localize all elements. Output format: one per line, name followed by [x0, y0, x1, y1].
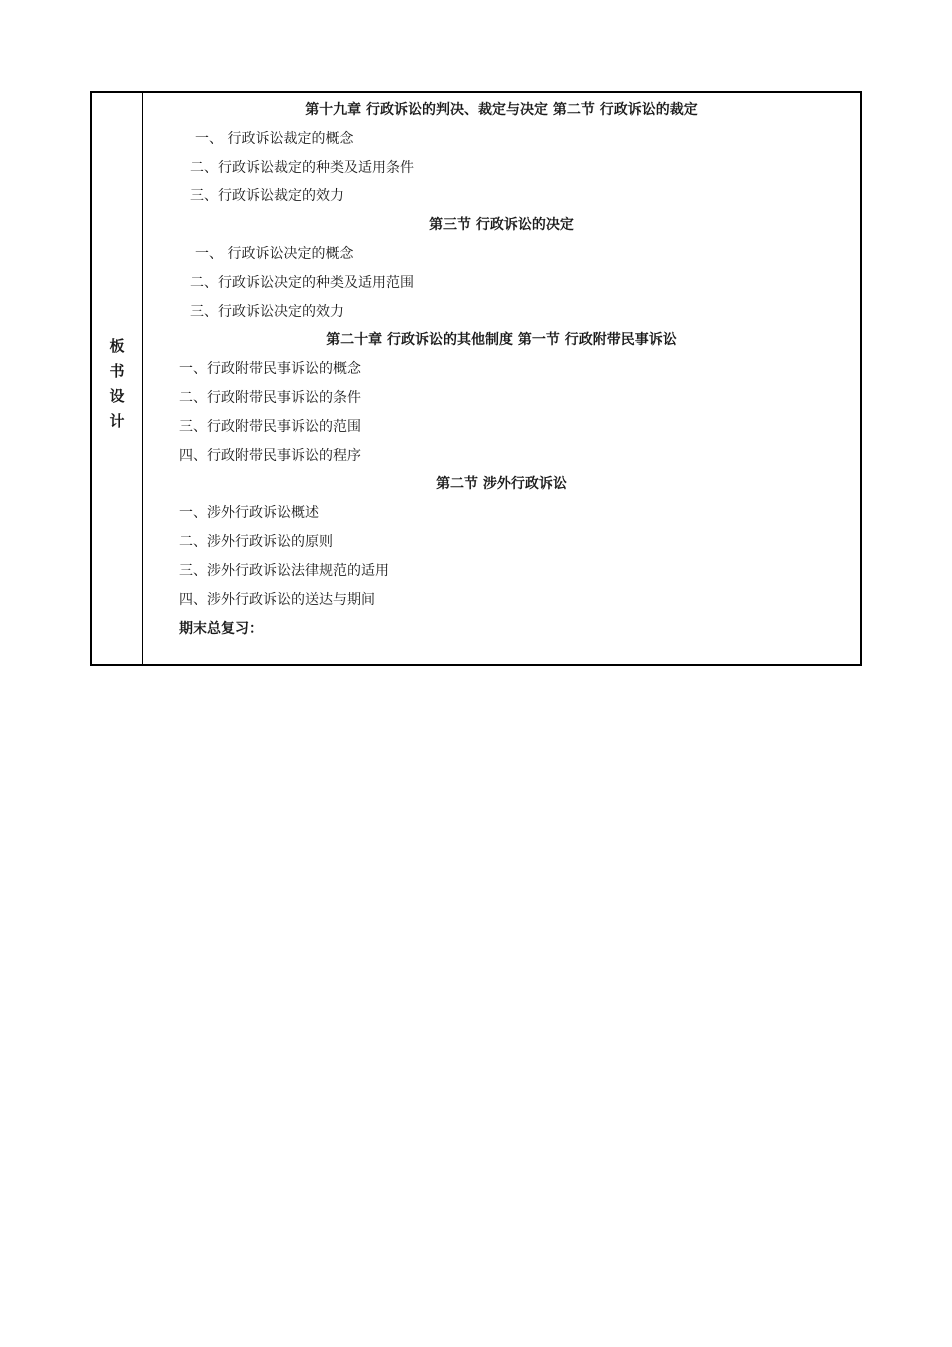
section-3-heading: 第三节 行政诉讼的决定 — [429, 217, 574, 233]
list-item: 一、 行政诉讼裁定的概念 — [195, 131, 354, 147]
list-item: 四、行政附带民事诉讼的程序 — [179, 448, 361, 464]
section-2-foreign-heading: 第二节 涉外行政诉讼 — [436, 476, 567, 492]
side-label-cell — [92, 93, 143, 664]
list-item: 二、行政诉讼决定的种类及适用范围 — [190, 275, 414, 291]
list-item: 二、行政诉讼裁定的种类及适用条件 — [190, 160, 414, 176]
side-label-char: 计 — [109, 411, 125, 430]
list-item: 三、行政诉讼决定的效力 — [190, 304, 344, 320]
side-label-char: 设 — [109, 386, 125, 405]
board-design-table — [90, 91, 862, 666]
side-label-char: 书 — [109, 361, 125, 380]
chapter-19-heading: 第十九章 行政诉讼的判决、裁定与决定 第二节 行政诉讼的裁定 — [305, 102, 698, 118]
side-label-char: 板 — [109, 336, 125, 355]
list-item: 三、涉外行政诉讼法律规范的适用 — [179, 563, 389, 579]
list-item: 四、涉外行政诉讼的送达与期间 — [179, 592, 375, 608]
list-item: 一、 行政诉讼决定的概念 — [195, 246, 354, 262]
content-cell — [143, 93, 860, 664]
side-label — [109, 334, 124, 434]
final-review-label: 期末总复习： — [179, 621, 263, 637]
list-item: 三、行政诉讼裁定的效力 — [190, 188, 344, 204]
list-item: 一、涉外行政诉讼概述 — [179, 505, 319, 521]
list-item: 二、行政附带民事诉讼的条件 — [179, 390, 361, 406]
list-item: 三、行政附带民事诉讼的范围 — [179, 419, 361, 435]
chapter-20-heading: 第二十章 行政诉讼的其他制度 第一节 行政附带民事诉讼 — [326, 332, 677, 348]
list-item: 二、涉外行政诉讼的原则 — [179, 534, 333, 550]
list-item: 一、行政附带民事诉讼的概念 — [179, 361, 361, 377]
